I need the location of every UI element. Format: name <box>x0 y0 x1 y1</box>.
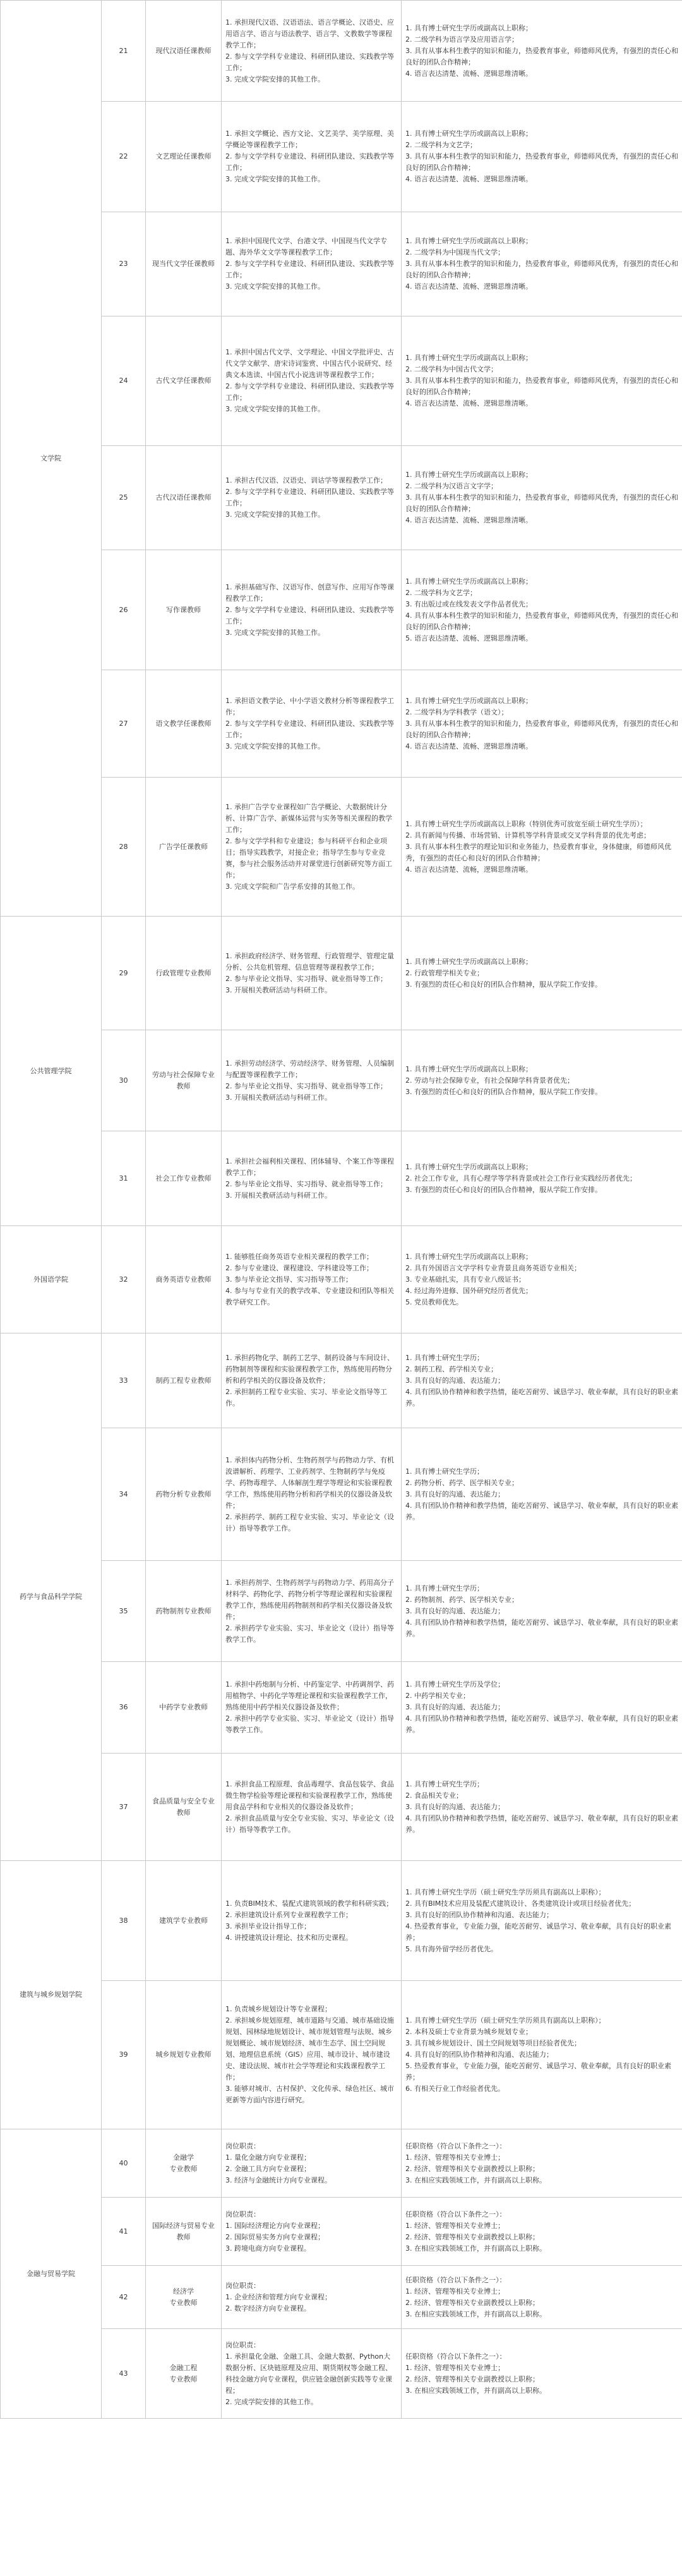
table-row <box>1 550 682 670</box>
department-cell: 建筑与城乡规划学院 <box>1 1861 102 2129</box>
post-number: 24 <box>102 316 146 446</box>
post-duties: 1. 能够胜任商务英语专业相关课程的教学工作； 2. 参与专业建设、课程建设、学科建设等工作； 3. 参与毕业论文指导、实习指导等工作； 4. 参与与专业有关的教学改革、专业建设和团队等相关教学研究工作。 <box>222 1226 402 1333</box>
post-duties: 岗位职责： 1. 国际经济理论方向专业课程； 2. 国际贸易实务方向专业课程； 3. 跨境电商方向专业课程。 <box>222 2198 402 2266</box>
post-requirements: 1. 具有博士研究生学历； 2. 制药工程、药学相关专业； 3. 具有良好的沟通、表达能力； 4. 具有团队协作精神和教学热情，能吃苦耐劳、诚恳学习、敬业奉献，具有良好的职业素养。 <box>402 1333 682 1428</box>
post-number: 42 <box>102 2266 146 2329</box>
post-duties: 1. 承担现代汉语、汉语语法、语言学概论、汉语史、应用语言学、语言与语法教学、语言学、文教数学等课程教学工作； 2. 参与文学学科专业建设、科研团队建设、实践教学等工作； 3. 完成文学院安排的其他工作。 <box>222 1 402 102</box>
table-row <box>1 1 682 102</box>
post-duties: 岗位职责： 1. 企业经济和管理方向专业课程； 2. 数字经济方向专业课程。 <box>222 2266 402 2329</box>
table-row <box>1 778 682 917</box>
post-number: 22 <box>102 102 146 212</box>
post-number: 40 <box>102 2129 146 2198</box>
post-requirements: 1. 具有博士研究生学历或副高以上职称； 2. 二级学科为文艺学； 3. 具有从事本科生教学的知识和能力，热爱教育事业，师德师风优秀，有强烈的责任心和良好的团队合作精神； 4. 语言表达清楚、流畅、逻辑思维清晰。 <box>402 102 682 212</box>
post-requirements: 1. 具有博士研究生学历； 2. 药物制剂、药学、医学相关专业； 3. 具有良好的沟通、表达能力； 4. 具有团队协作精神和教学热情，能吃苦耐劳、诚恳学习、敬业奉献，具有良好的职业素养。 <box>402 1561 682 1662</box>
table-row <box>1 1333 682 1428</box>
post-number: 25 <box>102 446 146 550</box>
post-number: 37 <box>102 1754 146 1861</box>
table-row <box>1 1428 682 1561</box>
post-name: 药物分析专业教师 <box>146 1428 222 1561</box>
post-number: 30 <box>102 1030 146 1131</box>
table-row <box>1 212 682 316</box>
post-duties: 1. 承担中国古代文学、文学理论、中国文学批评史、古代文学文献学、唐宋诗词鉴赏、中国古代小说研究、经典文本选读、中国古代小说选讲等课程教学工作； 2. 参与文学学科专业建设、科研团队建设、实践教学等工作； 3. 完成文学院安排的其他工作。 <box>222 316 402 446</box>
post-requirements: 1. 具有博士研究生学历； 2. 食品相关专业； 3. 具有良好的沟通、表达能力； 4. 具有团队协作精神和教学热情，能吃苦耐劳、诚恳学习、敬业奉献，具有良好的职业素养。 <box>402 1754 682 1861</box>
post-duties: 1. 承担食品工程原理、食品毒理学、食品包装学、食品微生物学检验等理论课程和实验课程教学工作，熟练使用食品学科和专业相关的仪器设备及软件； 2. 承担食品质量与安全专业实验、实习、毕业论文（设计）指导等教学工作。 <box>222 1754 402 1861</box>
post-duties: 岗位职责： 1. 承担量化金融、金融工具、金融大数据、Python大数据分析、区块链原理及应用、期货期权等金融工程、科技金融方向专业课程，供应链金融创新实践等专业课程； 2. 完成学院安排的其他工作。 <box>222 2329 402 2419</box>
post-duties: 1. 承担药剂学、生物药剂学与药物动力学、药用高分子材料学、药物化学、药物分析学等理论课程和实验课程教学工作，熟练使用药物制剂和药学相关仪器设备及软件； 2. 承担药学专业实验、实习、毕业论文（设计）指导等教学工作。 <box>222 1561 402 1662</box>
post-duties: 1. 承担语文教学论、中小学语文教材分析等课程教学工作； 2. 参与文学学科专业建设、科研团队建设、实践教学等工作； 3. 完成文学院安排的其他工作。 <box>222 670 402 778</box>
table-row <box>1 2266 682 2329</box>
post-requirements: 1. 具有博士研究生学历或副高以上职称； 2. 二级学科为文艺学； 3. 有出版过或在线发表文学作品者优先； 4. 具有从事本科生教学的知识和能力，热爱教育事业，师德师风优秀，有强烈的责任心和良好的团队合作精神； 5. 语言表达清楚、流畅、逻辑思维清晰。 <box>402 550 682 670</box>
table-row <box>1 2329 682 2419</box>
post-requirements: 1. 具有博士研究生学历或副高以上职称； 2. 行政管理学相关专业； 3. 有强烈的责任心和良好的团队合作精神，服从学院工作安排。 <box>402 917 682 1030</box>
post-number: 26 <box>102 550 146 670</box>
post-duties: 1. 负责BIM技术、装配式建筑领域的教学和科研实践； 2. 承担建筑设计系列专业课程教学工作； 3. 承担毕业设计指导工作； 4. 讲授建筑设计理论、技术和历史课程。 <box>222 1861 402 1981</box>
post-name: 制药工程专业教师 <box>146 1333 222 1428</box>
post-number: 36 <box>102 1662 146 1754</box>
department-cell: 外国语学院 <box>1 1226 102 1333</box>
post-duties: 岗位职责： 1. 量化金融方向专业课程； 2. 金融工具方向专业课程； 3. 经济与金融统计方向专业课程。 <box>222 2129 402 2198</box>
table-row <box>1 1662 682 1754</box>
post-requirements: 任职资格（符合以下条件之一）： 1. 经济、管理等相关专业博士； 2. 经济、管理等相关专业副教授以上职称； 3. 在相应实践领域工作，并有副高以上职称。 <box>402 2198 682 2266</box>
post-number: 28 <box>102 778 146 917</box>
post-name: 现代汉语任课教师 <box>146 1 222 102</box>
post-name: 古代文学任课教师 <box>146 316 222 446</box>
post-name: 金融工程 专业教师 <box>146 2329 222 2419</box>
post-requirements: 1. 具有博士研究生学历或副高以上职称； 2. 社会工作专业，具有心理学等学科背景或社会工作行业实践经历者优先； 3. 有强烈的责任心和良好的团队合作精神，服从学院工作安排。 <box>402 1131 682 1226</box>
post-duties: 1. 承担文学概论、西方文论、文艺美学、美学原理、美学概论等课程教学工作； 2. 参与文学学科专业建设、科研团队建设、实践教学等工作； 3. 完成文学院安排的其他工作。 <box>222 102 402 212</box>
post-name: 国际经济与贸易专业教师 <box>146 2198 222 2266</box>
post-duties: 1. 承担社会福利相关课程、团体辅导、个案工作等课程教学工作； 2. 参与毕业论文指导、实习指导、就业指导等工作； 3. 开展相关教研活动与科研工作。 <box>222 1131 402 1226</box>
post-name: 建筑学专业教师 <box>146 1861 222 1981</box>
post-duties: 1. 承担体内药物分析、生物药剂学与药物动力学、有机波谱解析、药理学、工业药剂学、生物制药学与免疫学、药物毒理学、人体解剖生理学等理论和实验课程教学工作，熟练使用药物分析和药学相关的仪器设备及软件； 2. 承担药学、制药工程专业实验、实习、毕业论文（设计）指导等教学工作。 <box>222 1428 402 1561</box>
post-requirements: 1. 具有博士研究生学历或副高以上职称； 2. 具有外国语言文学学科专业背景且商务英语专业相关； 3. 专业基础扎实，具有专业八级证书； 4. 经过海外进修、国外研究经历者优先； 5. 党员教师优先。 <box>402 1226 682 1333</box>
post-duties: 1. 承担药物化学、制药工艺学、制药设备与车间设计、药物制剂等课程和实验课程教学工作，熟练使用药物分析和药学相关的仪器设备及软件； 2. 承担制药工程专业实验、实习、毕业论文指导等工作。 <box>222 1333 402 1428</box>
table-row <box>1 670 682 778</box>
department-cell: 金融与贸易学院 <box>1 2129 102 2419</box>
table-row <box>1 1226 682 1333</box>
post-requirements: 1. 具有博士研究生学历； 2. 药物分析、药学、医学相关专业； 3. 具有良好的沟通、表达能力； 4. 具有团队协作精神和教学热情，能吃苦耐劳、诚恳学习、敬业奉献，具有良好的职业素养。 <box>402 1428 682 1561</box>
post-name: 广告学任课教师 <box>146 778 222 917</box>
post-duties: 1. 负责城乡规划设计等专业课程； 2. 承担城乡规划原理、城市道路与交通、城市基础设施规划、园林绿地规划设计、城市规划管理与法规、城乡规划概论、城市规划经济、城市生态学、国土空间规划、地理信息系统（GIS）应用、城市设计、城市建设史、建设法规、城市社会学等理论和实践课程教学工作； 3. 能够对城市、古村保护、文化传承、绿色社区、城市更新等方面内容进行研究。 <box>222 1981 402 2129</box>
post-requirements: 1. 具有博士研究生学历或副高以上职称； 2. 二级学科为中国古代文学； 3. 具有从事本科生教学的知识和能力，热爱教育事业，师德师风优秀，有强烈的责任心和良好的团队合作精神； 4. 语言表达清楚、流畅、逻辑思维清晰。 <box>402 316 682 446</box>
post-requirements: 1. 具有博士研究生学历及学位； 2. 中药学相关专业； 3. 具有良好的沟通、表达能力； 4. 具有团队协作精神和教学热情，能吃苦耐劳、诚恳学习、敬业奉献，具有良好的职业素养。 <box>402 1662 682 1754</box>
post-requirements: 1. 具有博士研究生学历或副高以上职称； 2. 劳动与社会保障专业，有社会保障学科背景者优先； 3. 有强烈的责任心和良好的团队合作精神，服从学院工作安排。 <box>402 1030 682 1131</box>
post-number: 31 <box>102 1131 146 1226</box>
table-row <box>1 1561 682 1662</box>
table-row <box>1 446 682 550</box>
post-name: 写作课教师 <box>146 550 222 670</box>
table-row <box>1 1030 682 1131</box>
table-row <box>1 2129 682 2198</box>
post-number: 29 <box>102 917 146 1030</box>
post-duties: 1. 承担古代汉语、汉语史、训诂学等课程教学工作； 2. 参与文学学科专业建设、科研团队建设、实践教学等工作； 3. 完成文学院安排的其他工作。 <box>222 446 402 550</box>
post-duties: 1. 承担中国现代文学、台港文学、中国现当代文学专题、海外华文文学等课程教学工作； 2. 参与文学学科专业建设、科研团队建设、实践教学等工作； 3. 完成文学院安排的其他工作。 <box>222 212 402 316</box>
post-name: 经济学 专业教师 <box>146 2266 222 2329</box>
post-requirements: 1. 具有博士研究生学历或副高以上职称； 2. 二级学科为中国现当代文学； 3. 具有从事本科生教学的知识和能力，热爱教育事业，师德师风优秀，有强烈的责任心和良好的团队合作精神； 4. 语言表达清楚、流畅、逻辑思维清晰。 <box>402 212 682 316</box>
post-requirements: 1. 具有博士研究生学历或副高以上职称； 2. 二级学科为学科教学（语文）； 3. 具有从事本科生教学的知识和能力，热爱教育事业，师德师风优秀，有强烈的责任心和良好的团队合作精神； 4. 语言表达清楚、流畅、逻辑思维清晰。 <box>402 670 682 778</box>
post-number: 27 <box>102 670 146 778</box>
post-name: 现当代文学任课教师 <box>146 212 222 316</box>
post-requirements: 1. 具有博士研究生学历（硕士研究生学历须具有副高以上职称）； 2. 本科及硕士专业背景为城乡规划专业； 3. 具有城乡规划设计、国土空间规划等项目经验者优先； 4. 具有良好的团队协作精神和沟通、表达能力； 5. 热爱教育事业，专业能力强，能吃苦耐劳、诚恳学习、敬业奉献，具有良好的职业素养； 6. 有相关行业工作经验者优先。 <box>402 1981 682 2129</box>
table-row <box>1 2198 682 2266</box>
department-cell: 公共管理学院 <box>1 917 102 1226</box>
table-row <box>1 1861 682 1981</box>
department-cell: 文学院 <box>1 1 102 917</box>
table-row <box>1 102 682 212</box>
post-name: 食品质量与安全专业教师 <box>146 1754 222 1861</box>
post-number: 33 <box>102 1333 146 1428</box>
post-number: 21 <box>102 1 146 102</box>
post-name: 金融学 专业教师 <box>146 2129 222 2198</box>
post-requirements: 任职资格（符合以下条件之一）： 1. 经济、管理等相关专业博士； 2. 经济、管理等相关专业副教授以上职称； 3. 在相应实践领域工作，并有副高以上职称。 <box>402 2129 682 2198</box>
table-row <box>1 1981 682 2129</box>
department-cell: 药学与食品科学学院 <box>1 1333 102 1861</box>
post-number: 39 <box>102 1981 146 2129</box>
post-number: 34 <box>102 1428 146 1561</box>
post-name: 中药学专业教师 <box>146 1662 222 1754</box>
post-requirements: 任职资格（符合以下条件之一）： 1. 经济、管理等相关专业博士； 2. 经济、管理等相关专业副教授以上职称； 3. 在相应实践领域工作，并有副高以上职称。 <box>402 2266 682 2329</box>
post-name: 城乡规划专业教师 <box>146 1981 222 2129</box>
post-name: 文艺理论任课教师 <box>146 102 222 212</box>
table-row <box>1 917 682 1030</box>
post-duties: 1. 承担基础写作、汉语写作、创意写作、应用写作等课程教学工作； 2. 参与文学学科专业建设、科研团队建设、实践教学等工作； 3. 完成文学院安排的其他工作。 <box>222 550 402 670</box>
post-number: 38 <box>102 1861 146 1981</box>
post-name: 商务英语专业教师 <box>146 1226 222 1333</box>
post-number: 43 <box>102 2329 146 2419</box>
post-name: 语文教学任课教师 <box>146 670 222 778</box>
post-duties: 1. 承担劳动经济学、劳动经济学、财务管理、人员编制与配置等课程教学工作； 2. 参与毕业论文指导、实习指导、就业指导等工作； 3. 开展相关教研活动与科研工作。 <box>222 1030 402 1131</box>
table-row <box>1 1754 682 1861</box>
table-row <box>1 1131 682 1226</box>
post-requirements: 1. 具有博士研究生学历或副高以上职称； 2. 二级学科为语言学及应用语言学； 3. 具有从事本科生教学的知识和能力，热爱教育事业，师德师风优秀，有强烈的责任心和良好的团队合作精神； 4. 语言表达清楚、流畅、逻辑思维清晰。 <box>402 1 682 102</box>
post-name: 行政管理专业教师 <box>146 917 222 1030</box>
post-name: 社会工作专业教师 <box>146 1131 222 1226</box>
post-requirements: 1. 具有博士研究生学历或副高以上职称（特别优秀可放宽至硕士研究生学历）； 2. 具有新闻与传播、市场营销、计算机等学科背景或交叉学科背景的优先考虑； 3. 具有从事本科生教学的理论知识和业务能力，热爱教育事业，身体健康，师德师风优秀，有强烈的责任心和良好的团队合作精神； 4. 语言表达清楚、流畅，逻辑思维清晰。 <box>402 778 682 917</box>
post-name: 古代汉语任课教师 <box>146 446 222 550</box>
table-row <box>1 316 682 446</box>
post-name: 劳动与社会保障专业教师 <box>146 1030 222 1131</box>
post-requirements: 1. 具有博士研究生学历（硕士研究生学历须具有副高以上职称）； 2. 具有BIM技术应用及装配式建筑设计、各类建筑设计或项目经验者优先； 3. 具有良好的团队协作精神和沟通、表达能力； 4. 热爱教育事业，专业能力强，能吃苦耐劳、诚恳学习、敬业奉献，具有良好的职业素养； 5. 具有海外留学经历者优先。 <box>402 1861 682 1981</box>
post-duties: 1. 承担政府经济学、财务管理、行政管理学、管理定量分析、公共危机管理、信息管理等课程教学工作； 2. 参与毕业论文指导、实习指导、就业指导等工作； 3. 开展相关教研活动与科研工作。 <box>222 917 402 1030</box>
post-requirements: 任职资格（符合以下条件之一）： 1. 经济、管理等相关专业博士； 2. 经济、管理等相关专业副教授以上职称； 3. 在相应实践领域工作，并有副高以上职称。 <box>402 2329 682 2419</box>
post-name: 药物制剂专业教师 <box>146 1561 222 1662</box>
post-duties: 1. 承担中药炮制与分析、中药鉴定学、中药调剂学、药用植物学、中药化学等理论课程和实验课程教学工作，熟练使用中药学相关仪器设备及软件； 2. 承担中药学专业实验、实习、毕业论文（设计）指导等教学工作。 <box>222 1662 402 1754</box>
post-number: 23 <box>102 212 146 316</box>
post-requirements: 1. 具有博士研究生学历或副高以上职称； 2. 二级学科为汉语言文字学； 3. 具有从事本科生教学的知识和能力，热爱教育事业，师德师风优秀，有强烈的责任心和良好的团队合作精神； 4. 语言表达清楚、流畅、逻辑思维清晰。 <box>402 446 682 550</box>
post-number: 35 <box>102 1561 146 1662</box>
post-number: 41 <box>102 2198 146 2266</box>
post-duties: 1. 承担广告学专业课程如广告学概论、大数据统计分析、计算广告学、新媒体运营与实务等相关课程的教学工作； 2. 参与文学学科和专业建设；参与科研平台和企业项目；指导实践教学，对接企业；指导学生参与专业竞赛，参与社会服务活动并对课堂进行创新研究等方面工作； 3. 完成文学院和广告学系安排的其他工作。 <box>222 778 402 917</box>
post-number: 32 <box>102 1226 146 1333</box>
